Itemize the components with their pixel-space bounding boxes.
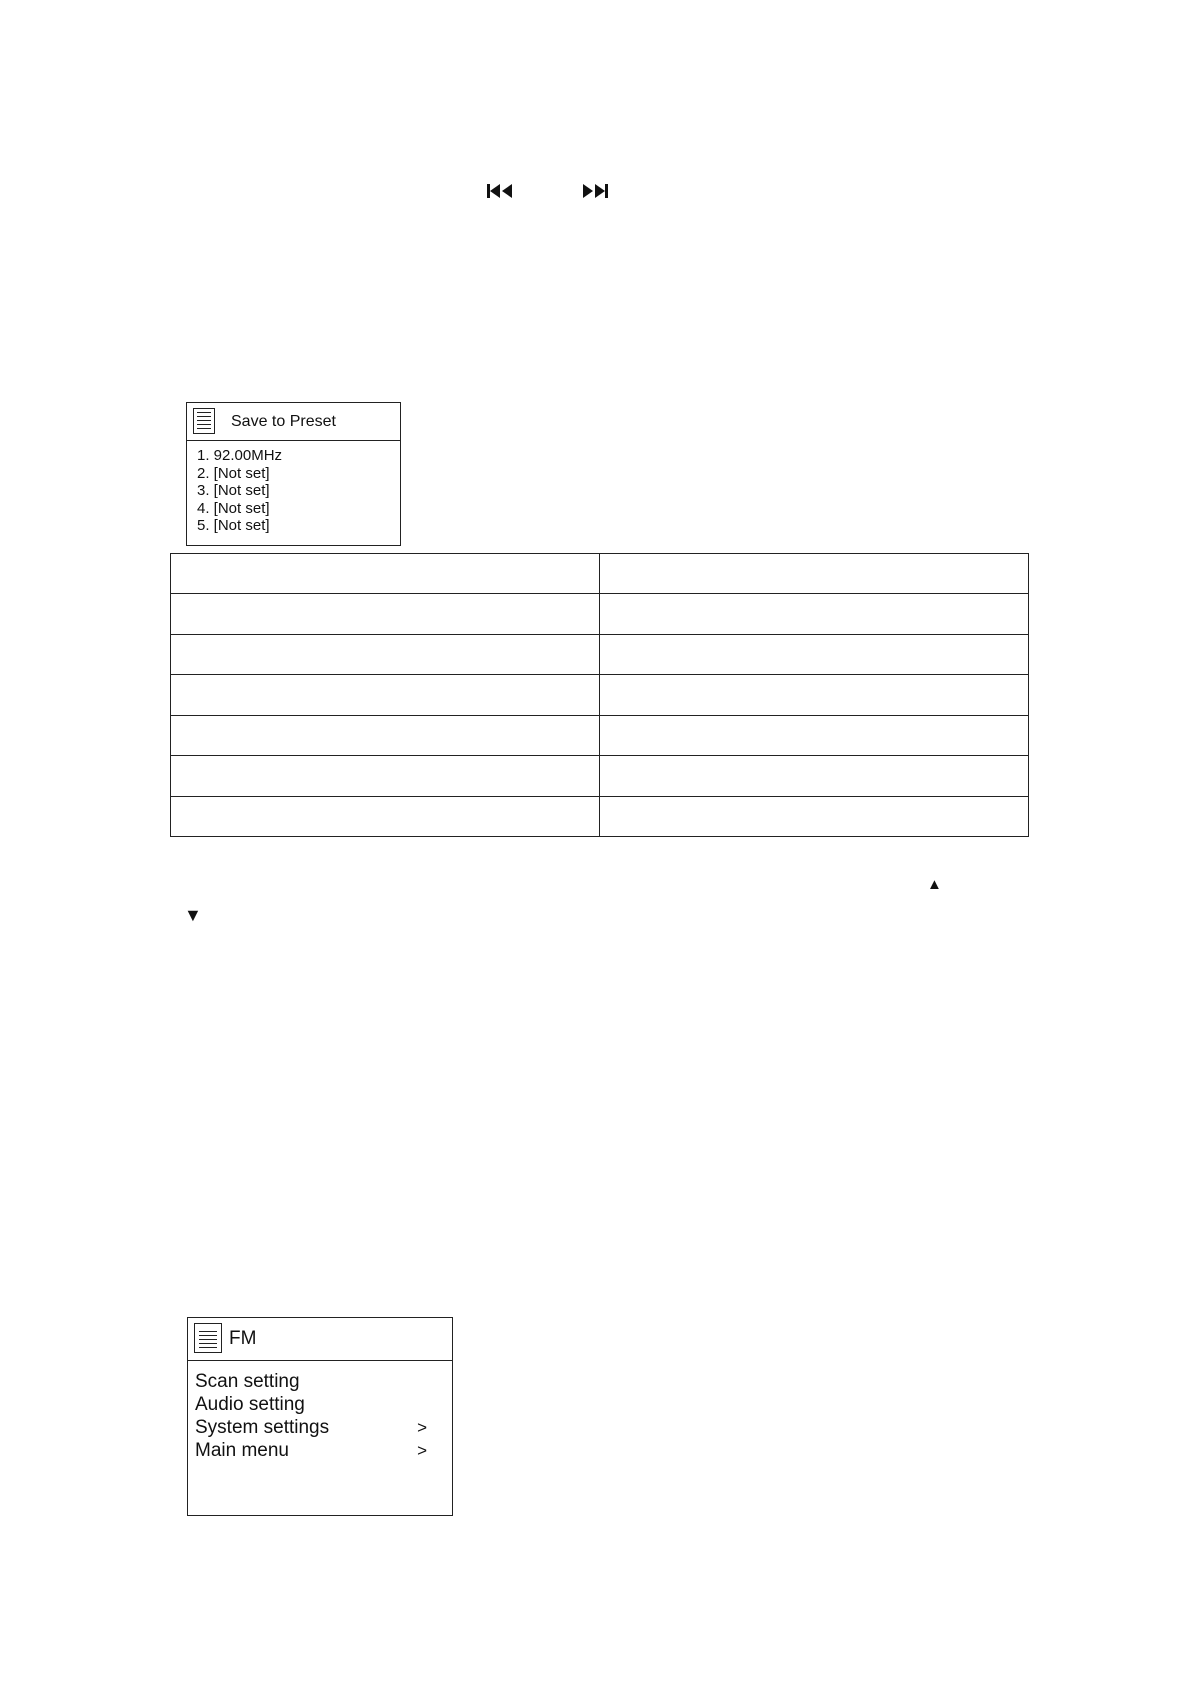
- table-cell: [171, 715, 600, 755]
- table-cell: [171, 554, 600, 594]
- table-cell: [600, 756, 1029, 796]
- menu-item-scan-setting[interactable]: [195, 1370, 435, 1393]
- triangle-up-icon: ▲: [927, 876, 942, 893]
- preset-item[interactable]: 5. [Not set]: [197, 517, 270, 534]
- menu-item-label: Audio setting: [195, 1394, 305, 1415]
- table-cell: [171, 675, 600, 715]
- preset-item[interactable]: 4. [Not set]: [197, 499, 270, 517]
- menu-item-system-settings[interactable]: [195, 1416, 435, 1439]
- menu-item-label: System settings: [195, 1417, 330, 1438]
- table-row: [171, 756, 1029, 796]
- skip-forward-icon: [581, 182, 609, 200]
- screen-title: Save to Preset: [231, 413, 336, 430]
- preset-list: [197, 447, 282, 535]
- triangle-down-icon: ▼: [184, 905, 202, 925]
- table-row: [171, 715, 1029, 755]
- menu-list-icon: [193, 408, 215, 434]
- table-row: [171, 634, 1029, 674]
- table-cell: [600, 715, 1029, 755]
- skip-back-icon: [486, 182, 514, 200]
- table-cell: [171, 594, 600, 634]
- save-to-preset-screen: [186, 402, 401, 546]
- table-row: [171, 594, 1029, 634]
- table-cell: [171, 756, 600, 796]
- screen-header: [188, 1318, 452, 1361]
- table-cell: [600, 594, 1029, 634]
- table-row: [171, 554, 1029, 594]
- menu-list-icon: [194, 1323, 222, 1353]
- screen-title: FM: [229, 1328, 257, 1349]
- chevron-right-icon: >: [417, 1441, 427, 1460]
- table-cell: [600, 796, 1029, 836]
- fm-menu-list: [195, 1370, 435, 1462]
- menu-item-main-menu[interactable]: [195, 1439, 435, 1462]
- table-cell: [171, 796, 600, 836]
- table-row: [171, 796, 1029, 836]
- table-cell: [600, 634, 1029, 674]
- table-cell: [600, 554, 1029, 594]
- preset-item[interactable]: 3. [Not set]: [197, 482, 270, 499]
- menu-item-label: Main menu: [195, 1440, 289, 1461]
- table-cell: [600, 675, 1029, 715]
- chevron-right-icon: >: [417, 1418, 427, 1437]
- table-row: [171, 675, 1029, 715]
- menu-item-audio-setting[interactable]: [195, 1393, 435, 1416]
- menu-item-label: Scan setting: [195, 1371, 300, 1392]
- blank-table: [170, 553, 1029, 837]
- screen-header: [187, 403, 400, 441]
- preset-item[interactable]: 1. 92.00MHz: [197, 447, 283, 464]
- preset-item[interactable]: 2. [Not set]: [197, 464, 270, 482]
- table-cell: [171, 634, 600, 674]
- fm-menu-screen: [187, 1317, 453, 1516]
